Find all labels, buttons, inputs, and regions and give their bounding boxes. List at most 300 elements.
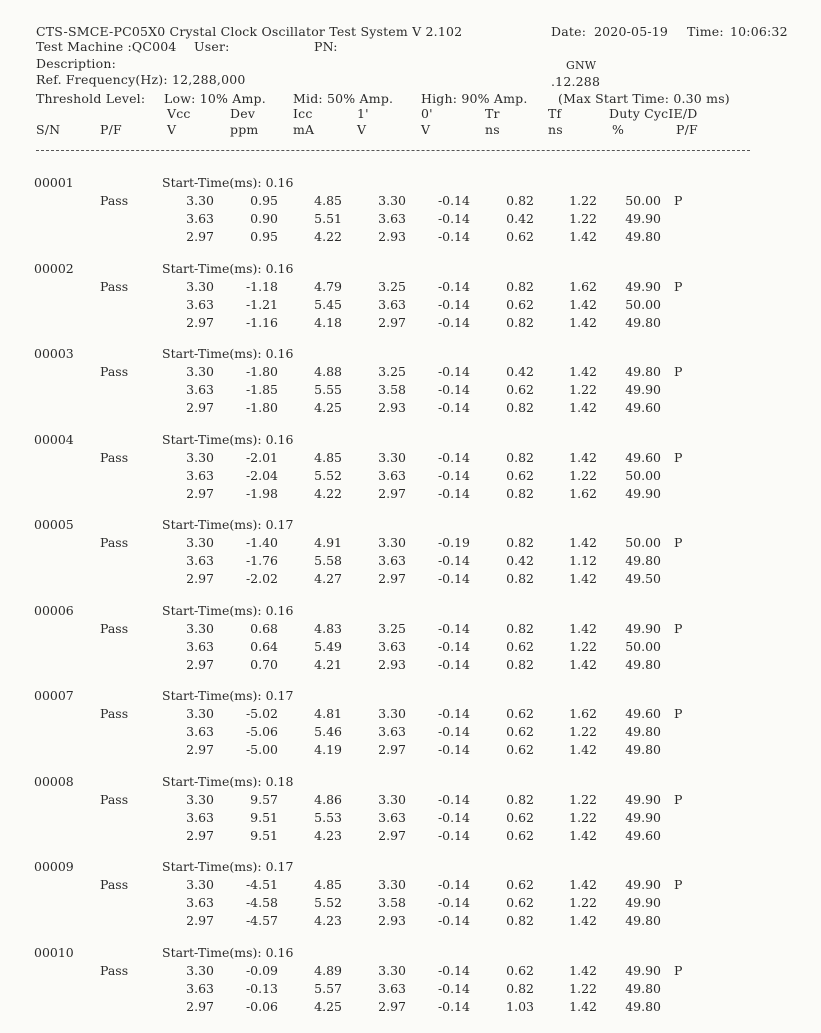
cell-icc: 4.18 bbox=[314, 315, 342, 330]
cell-zero: -0.14 bbox=[437, 706, 470, 721]
cell-tr: 0.62 bbox=[506, 810, 534, 825]
duty-pass-fail: P bbox=[674, 193, 683, 208]
cell-zero: -0.14 bbox=[437, 571, 470, 586]
start-time: Start-Time(ms): 0.17 bbox=[162, 859, 294, 874]
col-dev-unit: ppm bbox=[230, 122, 259, 137]
cell-tf: 1.42 bbox=[569, 571, 597, 586]
test-record bbox=[0, 947, 821, 1033]
cell-duty: 49.80 bbox=[625, 981, 661, 996]
cell-one: 3.63 bbox=[378, 211, 406, 226]
cell-vcc: 3.30 bbox=[186, 877, 214, 892]
cell-zero: -0.14 bbox=[437, 913, 470, 928]
duty-pass-fail: P bbox=[674, 450, 683, 465]
test-record bbox=[0, 434, 821, 520]
pass-fail: Pass bbox=[100, 193, 129, 208]
cell-vcc: 2.97 bbox=[186, 999, 214, 1014]
cell-tf: 1.22 bbox=[569, 724, 597, 739]
cell-zero: -0.14 bbox=[437, 468, 470, 483]
duty-pass-fail: P bbox=[674, 279, 683, 294]
cell-vcc: 3.30 bbox=[186, 963, 214, 978]
cell-zero: -0.14 bbox=[437, 279, 470, 294]
pass-fail: Pass bbox=[100, 450, 129, 465]
cell-icc: 4.88 bbox=[314, 364, 342, 379]
cell-dev: 9.57 bbox=[250, 792, 278, 807]
test-record bbox=[0, 861, 821, 947]
header-divider bbox=[36, 150, 750, 151]
cell-vcc: 3.63 bbox=[186, 297, 214, 312]
cell-icc: 4.79 bbox=[314, 279, 342, 294]
cell-vcc: 2.97 bbox=[186, 400, 214, 415]
cell-tf: 1.42 bbox=[569, 364, 597, 379]
duty-pass-fail: P bbox=[674, 364, 683, 379]
cell-tr: 0.82 bbox=[506, 279, 534, 294]
cell-one: 2.93 bbox=[378, 229, 406, 244]
col-dev: Dev bbox=[230, 106, 256, 121]
cell-one: 3.30 bbox=[378, 450, 406, 465]
col-tr: Tr bbox=[485, 106, 500, 121]
cell-duty: 49.50 bbox=[625, 571, 661, 586]
start-time: Start-Time(ms): 0.16 bbox=[162, 175, 294, 190]
cell-duty: 49.80 bbox=[625, 742, 661, 757]
cell-one: 3.30 bbox=[378, 792, 406, 807]
cell-vcc: 2.97 bbox=[186, 657, 214, 672]
cell-duty: 49.60 bbox=[625, 400, 661, 415]
time-label: Time: bbox=[687, 24, 724, 39]
cell-icc: 4.27 bbox=[314, 571, 342, 586]
cell-icc: 4.25 bbox=[314, 400, 342, 415]
duty-pass-fail: P bbox=[674, 621, 683, 636]
serial-number: 00002 bbox=[34, 261, 74, 276]
cell-tf: 1.42 bbox=[569, 229, 597, 244]
cell-tr: 0.82 bbox=[506, 193, 534, 208]
cell-tr: 0.62 bbox=[506, 229, 534, 244]
report-title: CTS-SMCE-PC05X0 Crystal Clock Oscillator Test System V 2.102 bbox=[36, 24, 463, 39]
cell-zero: -0.14 bbox=[437, 877, 470, 892]
cell-zero: -0.14 bbox=[437, 724, 470, 739]
cell-duty: 49.80 bbox=[625, 724, 661, 739]
cell-dev: -5.00 bbox=[245, 742, 278, 757]
cell-icc: 5.52 bbox=[314, 468, 342, 483]
cell-vcc: 3.63 bbox=[186, 810, 214, 825]
col-icc-unit: mA bbox=[293, 122, 315, 137]
cell-tr: 0.82 bbox=[506, 535, 534, 550]
cell-zero: -0.14 bbox=[437, 621, 470, 636]
cell-duty: 49.60 bbox=[625, 828, 661, 843]
cell-dev: -4.58 bbox=[245, 895, 278, 910]
serial-number: 00001 bbox=[34, 175, 74, 190]
cell-tr: 0.62 bbox=[506, 963, 534, 978]
cell-zero: -0.14 bbox=[437, 981, 470, 996]
date-label: Date: bbox=[551, 24, 587, 39]
cell-duty: 49.80 bbox=[625, 657, 661, 672]
start-time: Start-Time(ms): 0.16 bbox=[162, 945, 294, 960]
start-time: Start-Time(ms): 0.16 bbox=[162, 603, 294, 618]
cell-icc: 4.23 bbox=[314, 828, 342, 843]
cell-one: 3.63 bbox=[378, 810, 406, 825]
pass-fail: Pass bbox=[100, 877, 129, 892]
cell-icc: 4.22 bbox=[314, 229, 342, 244]
cell-vcc: 2.97 bbox=[186, 571, 214, 586]
cell-zero: -0.14 bbox=[437, 229, 470, 244]
cell-zero: -0.14 bbox=[437, 810, 470, 825]
cell-tf: 1.22 bbox=[569, 193, 597, 208]
cell-tf: 1.22 bbox=[569, 468, 597, 483]
col-tf-unit: ns bbox=[548, 122, 563, 137]
cell-dev: 9.51 bbox=[250, 828, 278, 843]
col-pf: P/F bbox=[100, 122, 122, 137]
cell-duty: 49.60 bbox=[625, 706, 661, 721]
col-one-unit: V bbox=[357, 122, 367, 137]
cell-tf: 1.22 bbox=[569, 792, 597, 807]
duty-pass-fail: P bbox=[674, 706, 683, 721]
cell-tr: 0.62 bbox=[506, 828, 534, 843]
start-time: Start-Time(ms): 0.17 bbox=[162, 517, 294, 532]
cell-icc: 4.21 bbox=[314, 657, 342, 672]
cell-tr: 0.62 bbox=[506, 297, 534, 312]
description-label: Description: bbox=[36, 56, 117, 71]
col-tf: Tf bbox=[548, 106, 562, 121]
cell-icc: 5.51 bbox=[314, 211, 342, 226]
gnw-code: GNW bbox=[566, 59, 597, 72]
duty-pass-fail: P bbox=[674, 535, 683, 550]
cell-zero: -0.14 bbox=[437, 999, 470, 1014]
cell-zero: -0.14 bbox=[437, 792, 470, 807]
cell-tf: 1.42 bbox=[569, 535, 597, 550]
cell-vcc: 3.30 bbox=[186, 621, 214, 636]
col-vcc-unit: V bbox=[167, 122, 177, 137]
start-time: Start-Time(ms): 0.16 bbox=[162, 432, 294, 447]
cell-zero: -0.19 bbox=[437, 535, 470, 550]
cell-vcc: 2.97 bbox=[186, 742, 214, 757]
cell-tr: 0.42 bbox=[506, 553, 534, 568]
test-record bbox=[0, 690, 821, 776]
cell-tr: 0.62 bbox=[506, 382, 534, 397]
pass-fail: Pass bbox=[100, 963, 129, 978]
cell-tr: 0.62 bbox=[506, 724, 534, 739]
cell-tr: 0.82 bbox=[506, 981, 534, 996]
cell-dev: 0.68 bbox=[250, 621, 278, 636]
date-value: 2020-05-19 bbox=[594, 24, 669, 39]
cell-zero: -0.14 bbox=[437, 657, 470, 672]
test-record bbox=[0, 177, 821, 263]
duty-pass-fail: P bbox=[674, 877, 683, 892]
cell-zero: -0.14 bbox=[437, 553, 470, 568]
serial-number: 00007 bbox=[34, 688, 74, 703]
cell-dev: -2.02 bbox=[245, 571, 278, 586]
cell-dev: -2.01 bbox=[245, 450, 278, 465]
cell-one: 3.25 bbox=[378, 621, 406, 636]
cell-one: 2.97 bbox=[378, 742, 406, 757]
cell-duty: 49.90 bbox=[625, 810, 661, 825]
cell-one: 3.63 bbox=[378, 297, 406, 312]
cell-dev: -1.18 bbox=[245, 279, 278, 294]
duty-pass-fail: P bbox=[674, 963, 683, 978]
cell-vcc: 2.97 bbox=[186, 229, 214, 244]
cell-dev: -1.16 bbox=[245, 315, 278, 330]
cell-dev: 9.51 bbox=[250, 810, 278, 825]
cell-icc: 5.45 bbox=[314, 297, 342, 312]
cell-duty: 50.00 bbox=[625, 193, 661, 208]
cell-duty: 49.90 bbox=[625, 382, 661, 397]
cell-vcc: 2.97 bbox=[186, 486, 214, 501]
cell-dev: -4.57 bbox=[245, 913, 278, 928]
cell-dev: -5.02 bbox=[245, 706, 278, 721]
cell-zero: -0.14 bbox=[437, 828, 470, 843]
cell-zero: -0.14 bbox=[437, 639, 470, 654]
cell-tf: 1.42 bbox=[569, 657, 597, 672]
cell-dev: -1.98 bbox=[245, 486, 278, 501]
cell-icc: 4.85 bbox=[314, 450, 342, 465]
pass-fail: Pass bbox=[100, 621, 129, 636]
cell-icc: 4.83 bbox=[314, 621, 342, 636]
cell-icc: 4.81 bbox=[314, 706, 342, 721]
pass-fail: Pass bbox=[100, 535, 129, 550]
cell-tr: 0.82 bbox=[506, 657, 534, 672]
ref-frequency: Ref. Frequency(Hz): 12,288,000 bbox=[36, 72, 246, 87]
cell-tf: 1.22 bbox=[569, 382, 597, 397]
cell-one: 3.30 bbox=[378, 535, 406, 550]
cell-dev: -1.80 bbox=[245, 400, 278, 415]
cell-tf: 1.42 bbox=[569, 400, 597, 415]
cell-icc: 4.85 bbox=[314, 193, 342, 208]
test-record bbox=[0, 348, 821, 434]
cell-tr: 0.82 bbox=[506, 450, 534, 465]
cell-tf: 1.22 bbox=[569, 981, 597, 996]
cell-dev: 0.90 bbox=[250, 211, 278, 226]
cell-duty: 49.80 bbox=[625, 229, 661, 244]
cell-icc: 4.89 bbox=[314, 963, 342, 978]
cell-duty: 49.90 bbox=[625, 963, 661, 978]
cell-one: 2.97 bbox=[378, 999, 406, 1014]
cell-tf: 1.42 bbox=[569, 297, 597, 312]
cell-vcc: 3.63 bbox=[186, 895, 214, 910]
col-sn: S/N bbox=[36, 122, 61, 137]
cell-vcc: 3.30 bbox=[186, 193, 214, 208]
cell-dev: -1.76 bbox=[245, 553, 278, 568]
col-zero-unit: V bbox=[421, 122, 431, 137]
cell-tf: 1.42 bbox=[569, 999, 597, 1014]
test-record bbox=[0, 776, 821, 862]
cell-duty: 50.00 bbox=[625, 468, 661, 483]
cell-icc: 4.19 bbox=[314, 742, 342, 757]
cell-icc: 4.86 bbox=[314, 792, 342, 807]
cell-dev: -2.04 bbox=[245, 468, 278, 483]
cell-one: 3.63 bbox=[378, 639, 406, 654]
cell-icc: 5.58 bbox=[314, 553, 342, 568]
cell-one: 2.97 bbox=[378, 571, 406, 586]
cell-tr: 0.62 bbox=[506, 706, 534, 721]
cell-vcc: 2.97 bbox=[186, 913, 214, 928]
cell-one: 3.25 bbox=[378, 364, 406, 379]
cell-one: 3.63 bbox=[378, 553, 406, 568]
cell-icc: 4.25 bbox=[314, 999, 342, 1014]
cell-tf: 1.42 bbox=[569, 450, 597, 465]
cell-icc: 4.91 bbox=[314, 535, 342, 550]
cell-one: 3.58 bbox=[378, 382, 406, 397]
cell-zero: -0.14 bbox=[437, 895, 470, 910]
cell-dev: -0.13 bbox=[245, 981, 278, 996]
cell-icc: 5.52 bbox=[314, 895, 342, 910]
cell-zero: -0.14 bbox=[437, 315, 470, 330]
cell-duty: 49.90 bbox=[625, 877, 661, 892]
cell-icc: 5.49 bbox=[314, 639, 342, 654]
cell-icc: 5.53 bbox=[314, 810, 342, 825]
pn-label: PN: bbox=[314, 39, 338, 54]
cell-zero: -0.14 bbox=[437, 364, 470, 379]
cell-icc: 4.22 bbox=[314, 486, 342, 501]
pass-fail: Pass bbox=[100, 792, 129, 807]
threshold-high: High: 90% Amp. bbox=[421, 91, 528, 106]
cell-one: 3.30 bbox=[378, 963, 406, 978]
cell-vcc: 3.30 bbox=[186, 792, 214, 807]
cell-dev: -5.06 bbox=[245, 724, 278, 739]
cell-dev: -1.85 bbox=[245, 382, 278, 397]
cell-duty: 50.00 bbox=[625, 639, 661, 654]
threshold-label: Threshold Level: bbox=[36, 91, 146, 106]
serial-number: 00003 bbox=[34, 346, 74, 361]
cell-tf: 1.22 bbox=[569, 810, 597, 825]
cell-dev: -0.09 bbox=[245, 963, 278, 978]
cell-duty: 49.80 bbox=[625, 364, 661, 379]
cell-tf: 1.22 bbox=[569, 639, 597, 654]
cell-dev: 0.70 bbox=[250, 657, 278, 672]
cell-zero: -0.14 bbox=[437, 400, 470, 415]
cell-vcc: 3.63 bbox=[186, 382, 214, 397]
cell-one: 3.63 bbox=[378, 468, 406, 483]
time-value: 10:06:32 bbox=[730, 24, 788, 39]
start-time: Start-Time(ms): 0.17 bbox=[162, 688, 294, 703]
col-zero: 0' bbox=[421, 106, 433, 121]
pass-fail: Pass bbox=[100, 706, 129, 721]
cell-duty: 49.90 bbox=[625, 621, 661, 636]
col-icc: Icc bbox=[293, 106, 313, 121]
pass-fail: Pass bbox=[100, 279, 129, 294]
cell-one: 3.30 bbox=[378, 706, 406, 721]
cell-one: 2.93 bbox=[378, 400, 406, 415]
col-duty: Duty CycIE/D bbox=[609, 106, 698, 121]
cell-zero: -0.14 bbox=[437, 486, 470, 501]
cell-vcc: 3.63 bbox=[186, 468, 214, 483]
cell-tf: 1.62 bbox=[569, 279, 597, 294]
cell-one: 2.93 bbox=[378, 913, 406, 928]
cell-duty: 49.80 bbox=[625, 913, 661, 928]
cell-one: 3.63 bbox=[378, 724, 406, 739]
cell-tr: 0.82 bbox=[506, 792, 534, 807]
cell-zero: -0.14 bbox=[437, 211, 470, 226]
cell-zero: -0.14 bbox=[437, 963, 470, 978]
start-time: Start-Time(ms): 0.18 bbox=[162, 774, 294, 789]
cell-one: 3.63 bbox=[378, 981, 406, 996]
cell-one: 2.97 bbox=[378, 828, 406, 843]
cell-tr: 0.82 bbox=[506, 571, 534, 586]
cell-one: 2.93 bbox=[378, 657, 406, 672]
cell-vcc: 3.63 bbox=[186, 981, 214, 996]
cell-zero: -0.14 bbox=[437, 193, 470, 208]
cell-one: 2.97 bbox=[378, 486, 406, 501]
cell-tr: 0.82 bbox=[506, 400, 534, 415]
test-record bbox=[0, 605, 821, 691]
cell-dev: -1.80 bbox=[245, 364, 278, 379]
threshold-low: Low: 10% Amp. bbox=[164, 91, 266, 106]
col-duty-unit: % bbox=[612, 122, 625, 137]
serial-number: 00009 bbox=[34, 859, 74, 874]
cell-duty: 50.00 bbox=[625, 535, 661, 550]
cell-tf: 1.62 bbox=[569, 486, 597, 501]
cell-one: 3.25 bbox=[378, 279, 406, 294]
cell-dev: -4.51 bbox=[245, 877, 278, 892]
cell-tr: 0.42 bbox=[506, 364, 534, 379]
cell-icc: 5.55 bbox=[314, 382, 342, 397]
cell-zero: -0.14 bbox=[437, 742, 470, 757]
cell-vcc: 3.63 bbox=[186, 553, 214, 568]
pass-fail: Pass bbox=[100, 364, 129, 379]
cell-duty: 49.90 bbox=[625, 895, 661, 910]
serial-number: 00010 bbox=[34, 945, 74, 960]
cell-tr: 0.62 bbox=[506, 742, 534, 757]
cell-tf: 1.42 bbox=[569, 828, 597, 843]
cell-vcc: 3.30 bbox=[186, 364, 214, 379]
cell-tf: 1.12 bbox=[569, 553, 597, 568]
cell-dev: -1.40 bbox=[245, 535, 278, 550]
cell-duty: 49.90 bbox=[625, 486, 661, 501]
cell-tr: 0.62 bbox=[506, 468, 534, 483]
cell-duty: 49.90 bbox=[625, 792, 661, 807]
test-record bbox=[0, 519, 821, 605]
cell-one: 2.97 bbox=[378, 315, 406, 330]
cell-vcc: 3.30 bbox=[186, 706, 214, 721]
cell-tf: 1.42 bbox=[569, 963, 597, 978]
cell-tf: 1.42 bbox=[569, 877, 597, 892]
cell-dev: 0.95 bbox=[250, 229, 278, 244]
cell-one: 3.58 bbox=[378, 895, 406, 910]
col-one: 1' bbox=[357, 106, 369, 121]
start-time: Start-Time(ms): 0.16 bbox=[162, 346, 294, 361]
ref-mhz: .12.288 bbox=[551, 74, 601, 89]
cell-one: 3.30 bbox=[378, 877, 406, 892]
cell-icc: 5.46 bbox=[314, 724, 342, 739]
serial-number: 00008 bbox=[34, 774, 74, 789]
col-duty-pf: P/F bbox=[676, 122, 698, 137]
start-time: Start-Time(ms): 0.16 bbox=[162, 261, 294, 276]
cell-one: 3.30 bbox=[378, 193, 406, 208]
cell-tf: 1.22 bbox=[569, 211, 597, 226]
cell-vcc: 3.30 bbox=[186, 535, 214, 550]
cell-zero: -0.14 bbox=[437, 297, 470, 312]
cell-tf: 1.42 bbox=[569, 742, 597, 757]
cell-duty: 49.80 bbox=[625, 553, 661, 568]
cell-tr: 0.82 bbox=[506, 913, 534, 928]
cell-vcc: 3.63 bbox=[186, 211, 214, 226]
cell-tf: 1.22 bbox=[569, 895, 597, 910]
cell-tf: 1.42 bbox=[569, 315, 597, 330]
cell-tr: 1.03 bbox=[506, 999, 534, 1014]
cell-tr: 0.62 bbox=[506, 639, 534, 654]
serial-number: 00006 bbox=[34, 603, 74, 618]
serial-number: 00004 bbox=[34, 432, 74, 447]
cell-tr: 0.62 bbox=[506, 895, 534, 910]
test-machine: Test Machine :QC004 bbox=[36, 39, 177, 54]
cell-tr: 0.82 bbox=[506, 621, 534, 636]
cell-zero: -0.14 bbox=[437, 450, 470, 465]
cell-duty: 49.80 bbox=[625, 999, 661, 1014]
cell-tr: 0.62 bbox=[506, 877, 534, 892]
cell-vcc: 3.63 bbox=[186, 639, 214, 654]
max-start-time: (Max Start Time: 0.30 ms) bbox=[558, 91, 730, 106]
cell-duty: 49.60 bbox=[625, 450, 661, 465]
cell-tr: 0.82 bbox=[506, 315, 534, 330]
cell-tf: 1.42 bbox=[569, 913, 597, 928]
cell-tr: 0.42 bbox=[506, 211, 534, 226]
